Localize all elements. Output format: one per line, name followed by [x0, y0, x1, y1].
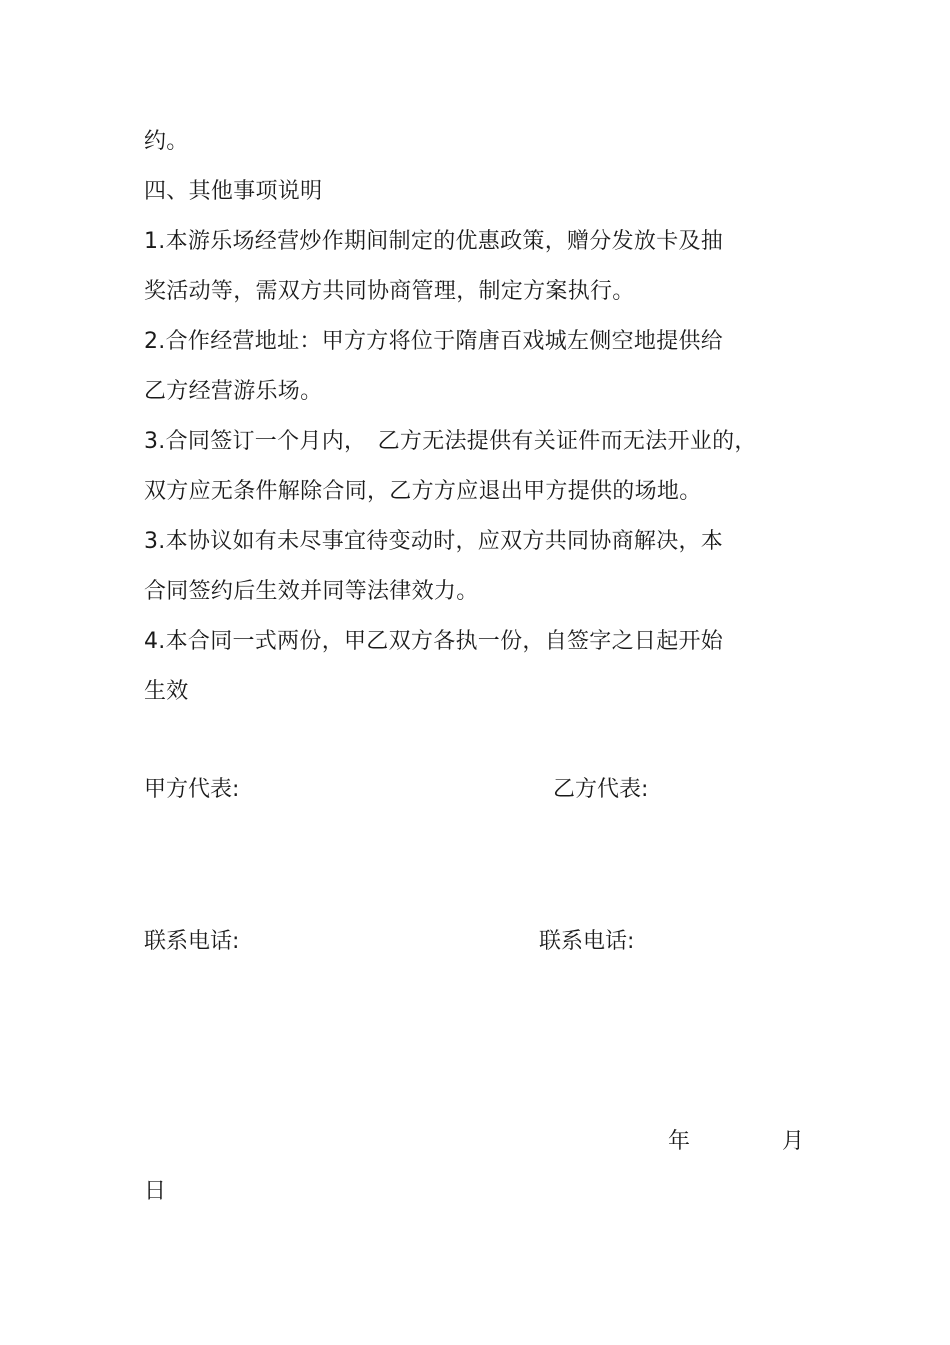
party-a-phone-label: 联系电话:: [144, 929, 240, 954]
party-b-representative-label: 乙方代表:: [553, 777, 649, 802]
paragraph-line: 3.合同签订一个月内， 乙方无法提供有关证件而无法开业的，: [144, 429, 757, 454]
paragraph-line: 奖活动等，需双方共同协商管理，制定方案执行。: [144, 279, 635, 304]
paragraph-line: 1.本游乐场经营炒作期间制定的优惠政策，赠分发放卡及抽: [144, 229, 724, 254]
date-day-label: 日: [144, 1179, 167, 1204]
paragraph-line: 双方应无条件解除合同，乙方方应退出甲方提供的场地。: [144, 479, 702, 504]
paragraph-line: 合同签约后生效并同等法律效力。: [144, 579, 479, 604]
paragraph-line: 3.本协议如有未尽事宜待变动时，应双方共同协商解决，本: [144, 529, 724, 554]
date-month-label: 月: [782, 1129, 805, 1154]
paragraph-line: 约。: [144, 129, 189, 154]
paragraph-line: 2.合作经营地址：甲方方将位于隋唐百戏城左侧空地提供给: [144, 329, 724, 354]
party-a-representative-label: 甲方代表:: [144, 777, 240, 802]
paragraph-line: 生效: [144, 679, 189, 704]
party-b-phone-label: 联系电话:: [539, 929, 635, 954]
paragraph-line: 乙方经营游乐场。: [144, 379, 323, 404]
date-year-label: 年: [668, 1129, 691, 1154]
section-heading: 四、其他事项说明: [144, 179, 323, 204]
paragraph-line: 4.本合同一式两份，甲乙双方各执一份，自签字之日起开始: [144, 629, 724, 654]
